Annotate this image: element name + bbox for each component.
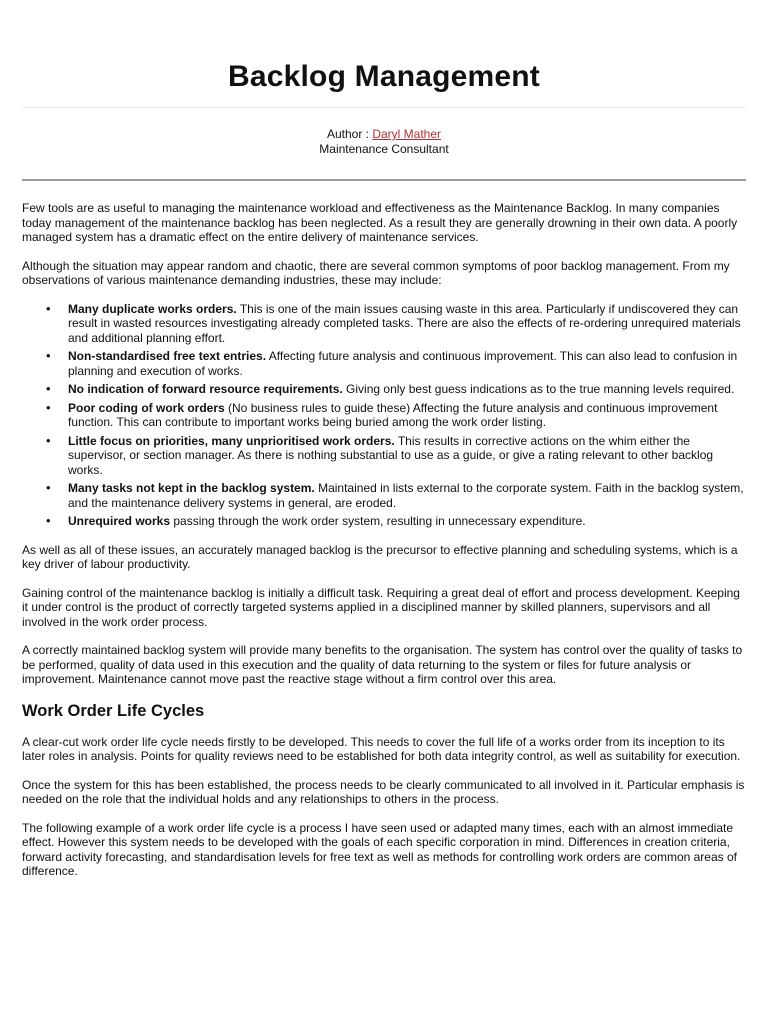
list-item-bold: Poor coding of work orders xyxy=(68,400,225,415)
paragraph-gaining-control: Gaining control of the maintenance backlog is initially a difficult task. Requiring a great deal of effort and process development. Keeping it under control is the product of correctly targeted systems applied in a disciplined manner by skilled planners, supervisors and all involved in the work order process. xyxy=(22,585,740,629)
paragraph-life-cycle: A clear-cut work order life cycle needs firstly to be developed. This needs to cover the full life of a works order from its inception to its later roles in analysis. Points for quality reviews need to be established for both data integrity control, as well as suitability for execution. xyxy=(22,734,741,763)
paragraph-benefits: A correctly maintained backlog system will provide many benefits to the organisation. The system has control over the quality of tasks to be performed, quality of data used in this execution and the quality of data returning to the system or files for future analysis or improvement. Maintenance cannot move past the reactive stage without a firm control over this area. xyxy=(22,643,743,686)
article-body xyxy=(22,201,746,893)
paragraph-example: The following example of a work order life cycle is a process I have seen used or adapted many times, each with an almost immediate effect. However this system needs to be developed with the goals of each specific corporation in mind. Differences in creation criteria, forward activity forecasting, and standardisation levels for free text as well as methods for controlling work orders are common areas of difference. xyxy=(22,820,737,878)
list-item-bold: Many duplicate works orders. xyxy=(68,301,237,316)
list-item-text: This is one of the main issues causing waste in this area. Particularly if undiscovered they can result in wasted resources investigating already completed tasks. There are also the effects of re-ordering unrequired materials and additional planning effort. xyxy=(68,301,741,345)
list-item-bold: No indication of forward resource requirements. xyxy=(68,382,343,396)
paragraph-communication: Once the system for this has been established, the process needs to be clearly communicated to all involved in it. Particular emphasis is needed on the role that the individual holds and any relationships to others in the process. xyxy=(22,777,745,806)
author-role: Maintenance Consultant xyxy=(319,142,449,156)
paragraph-precursor: As well as all of these issues, an accurately managed backlog is the precursor to effective planning and scheduling systems, which is a key driver of labour productivity. xyxy=(22,542,738,571)
list-item xyxy=(68,481,746,510)
list-item xyxy=(68,349,746,378)
list-item-text: passing through the work order system, resulting in unnecessary expenditure. xyxy=(170,514,586,528)
header-divider xyxy=(22,179,746,181)
list-item xyxy=(68,401,746,430)
section-heading: Work Order Life Cycles xyxy=(22,701,205,720)
author-link[interactable]: Daryl Mather xyxy=(372,127,442,141)
list-item-text: Giving only best guess indications as to the true manning levels required. xyxy=(342,382,735,396)
title-divider xyxy=(22,107,746,108)
author-prefix: Author : xyxy=(326,127,373,141)
list-item-text: This results in corrective actions on the whim either the supervisor, or section manager. As there is nothing substantial to use as a guide, or give a rating relevant to other backlog works. xyxy=(68,433,714,477)
author-line xyxy=(0,127,768,142)
paragraph-intro: Few tools are as useful to managing the maintenance workload and effectiveness as the Maintenance Backlog. In many companies today management of the maintenance backlog has been neglected. As a result they are generally drowning in their own data. A poorly managed system has a dramatic effect on the entire delivery of maintenance services. xyxy=(22,201,738,244)
list-item-bold: Little focus on priorities, many unprioritised work orders. xyxy=(68,433,395,448)
page-title: Backlog Management xyxy=(227,60,540,93)
author-block xyxy=(0,127,768,157)
list-item-bold: Many tasks not kept in the backlog system. xyxy=(68,481,315,495)
list-item-bold: Unrequired works xyxy=(68,514,171,528)
list-item-text: Maintained in lists external to the corporate system. Faith in the backlog system, and the maintenance delivery systems in general, are eroded. xyxy=(68,481,744,510)
paragraph-symptoms-lead: Although the situation may appear random and chaotic, there are several common symptoms of poor backlog management. From my observations of various maintenance demanding industries, these may include: xyxy=(22,258,730,287)
list-item xyxy=(68,302,746,346)
list-item xyxy=(68,434,746,478)
list-item-text: Affecting future analysis and continuous improvement. This can also lead to confusion in planning and execution of works. xyxy=(68,349,738,378)
symptoms-list xyxy=(22,302,746,529)
list-item-bold: Non-standardised free text entries. xyxy=(68,349,267,363)
list-item-text: (No business rules to guide these) Affecting the future analysis and continuous improvement function. This can contribute to important works being buried among the work order listing. xyxy=(68,400,718,429)
list-item xyxy=(68,382,746,397)
list-item xyxy=(68,514,746,529)
